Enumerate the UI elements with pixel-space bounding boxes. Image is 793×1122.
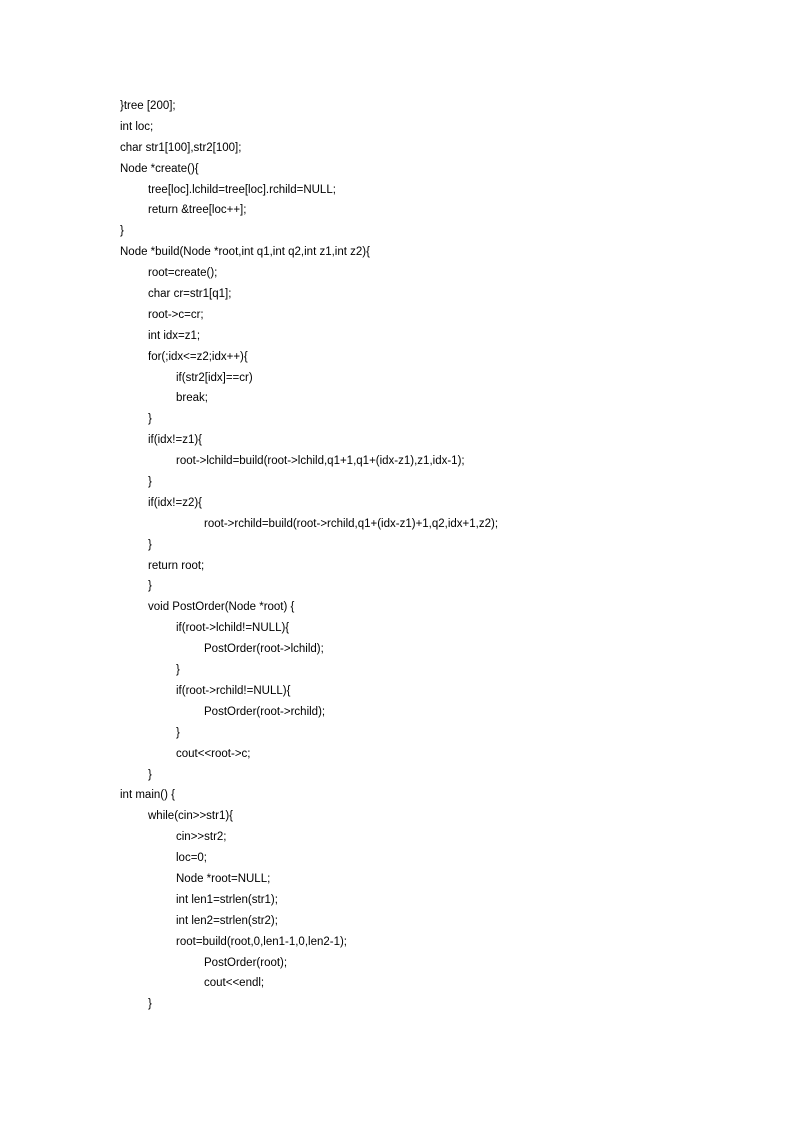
code-line: loc=0;	[176, 852, 208, 865]
code-line: root->rchild=build(root->rchild,q1+(idx-z1)+1,q2,idx+1,z2);	[204, 517, 499, 530]
code-line: if(idx!=z1){	[148, 434, 203, 447]
code-line: Node *build(Node *root,int q1,int q2,int z1,int z2){	[120, 246, 370, 259]
code-line: int loc;	[120, 120, 154, 133]
code-line: }	[120, 225, 124, 238]
code-line: root=build(root,0,len1-1,0,len2-1);	[176, 935, 348, 948]
code-line: }	[148, 476, 152, 489]
code-line: tree[loc].lchild=tree[loc].rchild=NULL;	[148, 183, 336, 196]
code-line: PostOrder(root->lchild);	[204, 643, 324, 656]
code-line: }	[176, 664, 180, 677]
code-line: root=create();	[148, 267, 218, 280]
code-line: int idx=z1;	[148, 329, 201, 342]
code-line: break;	[176, 392, 208, 405]
code-line: }	[176, 726, 180, 739]
code-line: if(idx!=z2){	[148, 496, 203, 509]
code-line: int len1=strlen(str1);	[176, 893, 278, 906]
code-line: root->lchild=build(root->lchild,q1+1,q1+(idx-z1),z1,idx-1);	[176, 455, 465, 468]
code-line: Node *root=NULL;	[176, 872, 271, 885]
code-line: int main() {	[120, 789, 175, 802]
code-line: PostOrder(root->rchild);	[204, 705, 326, 718]
code-line: }	[148, 768, 152, 781]
code-line: root->c=cr;	[148, 308, 204, 321]
code-line: cin>>str2;	[176, 831, 227, 844]
code-line: int len2=strlen(str2);	[176, 914, 278, 927]
code-line: cout<<endl;	[204, 977, 265, 990]
code-line: if(str2[idx]==cr)	[176, 371, 253, 384]
code-line: cout<<root->c;	[176, 747, 251, 760]
code-line: }	[148, 538, 152, 551]
code-line: }	[148, 998, 152, 1011]
code-line: char cr=str1[q1];	[148, 288, 232, 301]
code-line: char str1[100],str2[100];	[120, 141, 242, 154]
code-line: Node *create(){	[120, 162, 199, 175]
code-line: }	[148, 580, 152, 593]
code-line: for(;idx<=z2;idx++){	[148, 350, 248, 363]
code-line: }tree [200];	[120, 100, 176, 112]
code-line: while(cin>>str1){	[148, 810, 234, 823]
code-line: return &tree[loc++];	[148, 204, 247, 217]
code-line: void PostOrder(Node *root) {	[148, 601, 295, 614]
code-line: }	[148, 413, 152, 426]
code-line: if(root->rchild!=NULL){	[176, 684, 291, 697]
code-line: return root;	[148, 559, 205, 572]
code-line: PostOrder(root);	[204, 956, 288, 969]
code-listing	[120, 96, 780, 1015]
code-line: if(root->lchild!=NULL){	[176, 622, 290, 635]
